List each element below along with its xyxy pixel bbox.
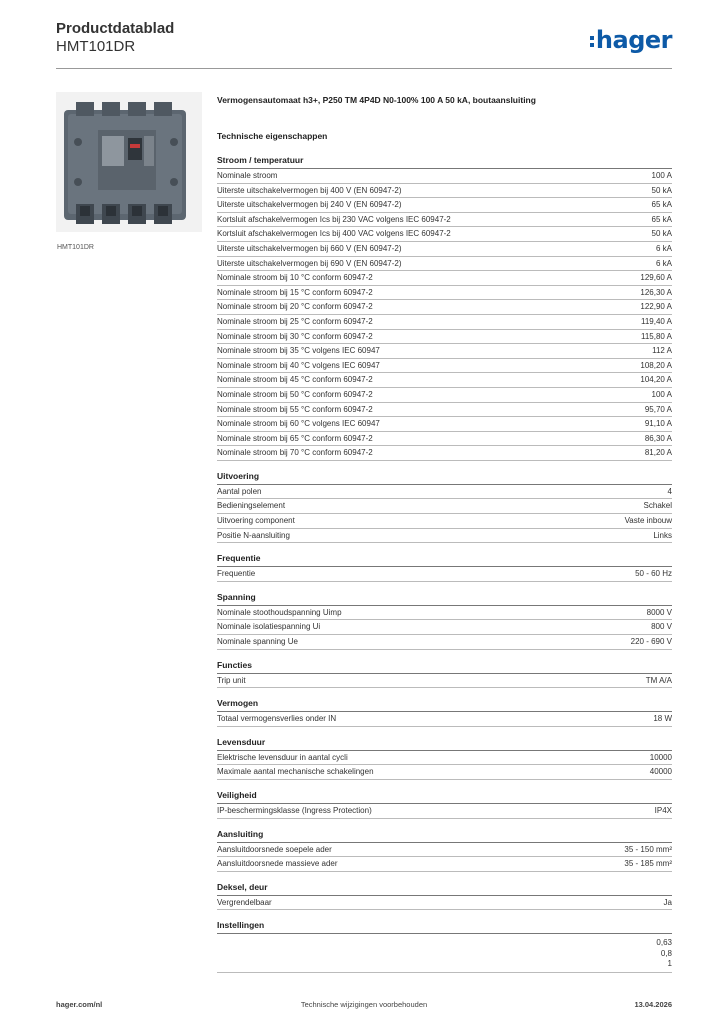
spec-row bbox=[217, 169, 672, 184]
spec-value: 91,10 A bbox=[644, 419, 672, 429]
spec-label: Nominale stroom bbox=[217, 171, 278, 180]
spec-row bbox=[217, 198, 672, 213]
spec-value: Schakel bbox=[643, 501, 672, 511]
spec-value: 18 W bbox=[653, 714, 672, 724]
spec-value: 800 V bbox=[651, 622, 672, 632]
spec-label: Positie N-aansluiting bbox=[217, 530, 290, 540]
spec-value: 115,80 A bbox=[641, 331, 672, 341]
setting-value: 0,63 bbox=[656, 938, 672, 948]
spec-row bbox=[217, 227, 672, 242]
spec-label: Aantal polen bbox=[217, 486, 262, 496]
instellingen-values bbox=[217, 934, 672, 973]
spec-value: 10000 bbox=[649, 752, 672, 762]
spec-section bbox=[217, 155, 672, 461]
spec-row bbox=[217, 804, 672, 819]
spec-value: 112 A bbox=[652, 346, 672, 356]
spec-label: Nominale stroom bij 35 °C volgens IEC 60947 bbox=[217, 346, 380, 356]
spec-row bbox=[217, 529, 672, 544]
spec-value: 6 kA bbox=[655, 258, 672, 268]
spec-row bbox=[217, 388, 672, 403]
spec-label: Nominale stroom bij 40 °C volgens IEC 60947 bbox=[217, 360, 380, 370]
spec-row bbox=[217, 712, 672, 727]
spec-section bbox=[217, 790, 672, 819]
section-title: Vermogen bbox=[217, 698, 672, 712]
spec-label: Uitvoering component bbox=[217, 516, 295, 526]
spec-row bbox=[217, 417, 672, 432]
product-spec-content bbox=[217, 95, 672, 983]
footer-website[interactable]: hager.com/nl bbox=[56, 1000, 103, 1009]
spec-label: Aansluitdoorsnede massieve ader bbox=[217, 859, 338, 869]
spec-row bbox=[217, 514, 672, 529]
spec-value: 104,20 A bbox=[640, 375, 672, 385]
spec-row bbox=[217, 403, 672, 418]
spec-label: Nominale stroom bij 55 °C conform 60947-2 bbox=[217, 404, 373, 414]
section-title: Functies bbox=[217, 660, 672, 674]
spec-row bbox=[217, 635, 672, 650]
spec-label: Uiterste uitschakelvermogen bij 400 V (EN 60947-2) bbox=[217, 185, 402, 195]
section-title: Instellingen bbox=[217, 920, 672, 934]
image-caption: HMT101DR bbox=[57, 244, 94, 251]
spec-row bbox=[217, 765, 672, 780]
footer-note: Technische wijzigingen voorbehouden bbox=[300, 1000, 428, 1009]
spec-value: 65 kA bbox=[651, 200, 672, 210]
spec-value: 4 bbox=[667, 486, 672, 496]
spec-section-instellingen bbox=[217, 920, 672, 973]
technical-properties-heading: Technische eigenschappen bbox=[217, 131, 328, 141]
section-title: Deksel, deur bbox=[217, 882, 672, 896]
spec-row bbox=[217, 896, 672, 911]
spec-value: 119,40 A bbox=[641, 316, 672, 326]
section-title: Uitvoering bbox=[217, 471, 672, 485]
spec-label: Nominale stroom bij 45 °C conform 60947-2 bbox=[217, 375, 373, 385]
spec-value: 220 - 690 V bbox=[630, 637, 672, 647]
section-title: Levensduur bbox=[217, 737, 672, 751]
spec-label: Uiterste uitschakelvermogen bij 240 V (EN 60947-2) bbox=[217, 200, 402, 210]
spec-row bbox=[217, 271, 672, 286]
setting-value: 1 bbox=[667, 959, 672, 969]
spec-value: 126,30 A bbox=[640, 287, 672, 297]
spec-row bbox=[217, 432, 672, 447]
spec-value: 50 - 60 Hz bbox=[635, 569, 672, 579]
spec-row bbox=[217, 315, 672, 330]
product-code: HMT101DR bbox=[56, 38, 136, 55]
logo-text: hager bbox=[595, 26, 672, 54]
spec-label: Nominale stroom bij 70 °C conform 60947-2 bbox=[217, 448, 373, 458]
spec-value: 35 - 185 mm² bbox=[624, 859, 672, 869]
spec-label: Nominale stroom bij 50 °C conform 60947-2 bbox=[217, 389, 373, 399]
section-title: Spanning bbox=[217, 592, 672, 606]
spec-value: 100 A bbox=[651, 171, 672, 180]
spec-value: 50 kA bbox=[651, 229, 672, 239]
spec-label: IP-beschermingsklasse (Ingress Protection) bbox=[217, 806, 372, 815]
spec-label: Totaal vermogensverlies onder IN bbox=[217, 714, 337, 724]
spec-row bbox=[217, 286, 672, 301]
spec-label: Nominale stoothoudspanning Uimp bbox=[217, 607, 342, 617]
spec-label: Nominale spanning Ue bbox=[217, 637, 298, 647]
spec-row bbox=[217, 606, 672, 621]
spec-value: 40000 bbox=[649, 767, 672, 777]
spec-value: Ja bbox=[663, 897, 672, 907]
setting-value: 0,8 bbox=[660, 948, 672, 958]
spec-label: Maximale aantal mechanische schakelingen bbox=[217, 767, 374, 777]
spec-label: Uiterste uitschakelvermogen bij 690 V (EN 60947-2) bbox=[217, 258, 402, 268]
spec-row bbox=[217, 485, 672, 500]
spec-section bbox=[217, 592, 672, 650]
spec-label: Frequentie bbox=[217, 569, 256, 579]
spec-label: Aansluitdoorsnede soepele ader bbox=[217, 844, 332, 854]
product-description: Vermogensautomaat h3+, P250 TM 4P4D N0-100% 100 A 50 kA, boutaansluiting bbox=[217, 95, 536, 105]
document-title: Productdatablad bbox=[56, 20, 175, 37]
spec-section bbox=[217, 882, 672, 911]
spec-value: 8000 V bbox=[646, 607, 672, 617]
spec-value: Links bbox=[653, 530, 672, 540]
spec-row bbox=[217, 446, 672, 461]
page-footer bbox=[56, 1000, 672, 1012]
spec-section bbox=[217, 553, 672, 582]
spec-row bbox=[217, 213, 672, 228]
spec-label: Nominale isolatiespanning Ui bbox=[217, 622, 321, 632]
spec-value: 129,60 A bbox=[640, 273, 672, 283]
spec-value: IP4X bbox=[654, 806, 672, 815]
spec-value: 95,70 A bbox=[644, 404, 672, 414]
spec-row bbox=[217, 330, 672, 345]
spec-label: Uiterste uitschakelvermogen bij 660 V (EN 60947-2) bbox=[217, 243, 402, 253]
spec-label: Nominale stroom bij 60 °C volgens IEC 60947 bbox=[217, 419, 380, 429]
spec-label: Nominale stroom bij 15 °C conform 60947-2 bbox=[217, 287, 373, 297]
spec-label: Trip unit bbox=[217, 675, 246, 685]
section-title: Veiligheid bbox=[217, 790, 672, 804]
spec-row bbox=[217, 359, 672, 374]
spec-value: 108,20 A bbox=[640, 360, 672, 370]
spec-section bbox=[217, 471, 672, 543]
spec-section bbox=[217, 737, 672, 780]
spec-label: Kortsluit afschakelvermogen Ics bij 230 VAC volgens IEC 60947-2 bbox=[217, 214, 451, 224]
circuit-breaker-illustration bbox=[56, 92, 202, 232]
spec-row bbox=[217, 620, 672, 635]
spec-row bbox=[217, 751, 672, 766]
spec-section bbox=[217, 660, 672, 689]
spec-row bbox=[217, 567, 672, 582]
spec-value: 122,90 A bbox=[640, 302, 672, 312]
spec-label: Elektrische levensduur in aantal cycli bbox=[217, 752, 348, 762]
spec-row bbox=[217, 184, 672, 199]
hager-logo bbox=[590, 26, 672, 54]
spec-row bbox=[217, 344, 672, 359]
spec-row bbox=[217, 257, 672, 272]
spec-label: Nominale stroom bij 10 °C conform 60947-2 bbox=[217, 273, 373, 283]
logo-colon-icon bbox=[590, 36, 594, 47]
section-title: Aansluiting bbox=[217, 829, 672, 843]
spec-value: Vaste inbouw bbox=[624, 516, 672, 526]
spec-label: Bedieningselement bbox=[217, 501, 286, 511]
spec-value: 50 kA bbox=[651, 185, 672, 195]
spec-value: 81,20 A bbox=[644, 448, 672, 458]
spec-value: TM A/A bbox=[645, 675, 672, 685]
spec-section bbox=[217, 829, 672, 872]
circuit-breaker-image bbox=[56, 92, 202, 232]
footer-date: 13.04.2026 bbox=[634, 1000, 672, 1009]
spec-label: Nominale stroom bij 30 °C conform 60947-2 bbox=[217, 331, 373, 341]
spec-label: Vergrendelbaar bbox=[217, 897, 272, 907]
spec-row bbox=[217, 857, 672, 872]
spec-label: Nominale stroom bij 20 °C conform 60947-2 bbox=[217, 302, 373, 312]
page-header bbox=[56, 20, 672, 68]
spec-sections bbox=[217, 155, 672, 910]
spec-value: 100 A bbox=[651, 389, 672, 399]
header-divider bbox=[56, 68, 672, 69]
spec-row bbox=[217, 242, 672, 257]
spec-label: Kortsluit afschakelvermogen Ics bij 400 VAC volgens IEC 60947-2 bbox=[217, 229, 451, 239]
spec-row bbox=[217, 300, 672, 315]
section-title: Stroom / temperatuur bbox=[217, 155, 672, 169]
spec-row bbox=[217, 674, 672, 689]
spec-label: Nominale stroom bij 25 °C conform 60947-2 bbox=[217, 316, 373, 326]
spec-value: 86,30 A bbox=[644, 433, 672, 443]
section-title: Frequentie bbox=[217, 553, 672, 567]
spec-row bbox=[217, 499, 672, 514]
spec-section bbox=[217, 698, 672, 727]
spec-value: 35 - 150 mm² bbox=[624, 844, 672, 854]
spec-row bbox=[217, 373, 672, 388]
spec-value: 65 kA bbox=[651, 214, 672, 224]
spec-label: Nominale stroom bij 65 °C conform 60947-2 bbox=[217, 433, 373, 443]
spec-value: 6 kA bbox=[655, 243, 672, 253]
spec-row bbox=[217, 843, 672, 858]
